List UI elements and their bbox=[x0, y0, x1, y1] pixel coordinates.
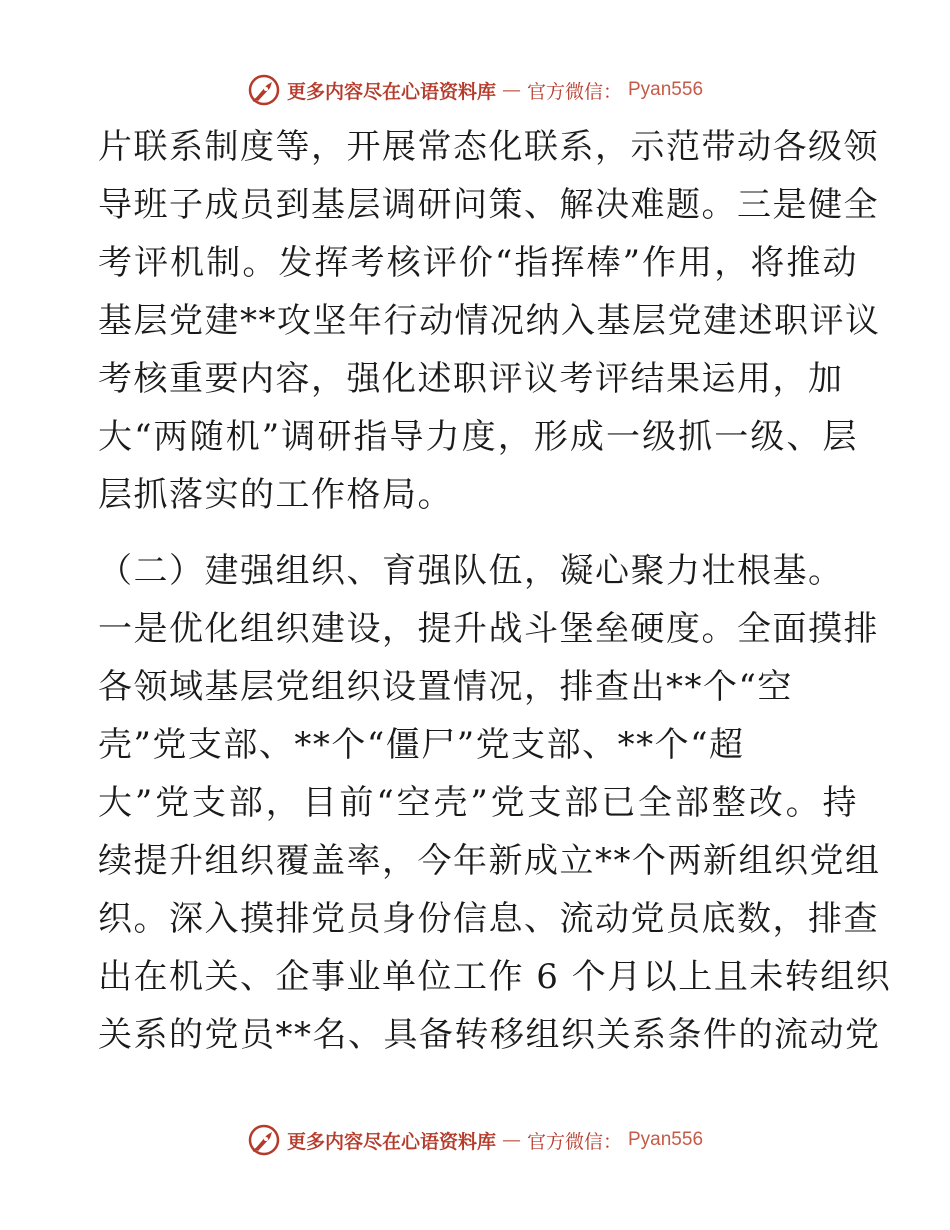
paragraph-1-line-3: 考评机制。发挥考核评价“指挥棒”作用，将推动 bbox=[98, 243, 858, 283]
paragraph-2-line-4: 大”党支部，目前“空壳”党支部已全部整改。持 bbox=[98, 783, 858, 823]
header-watermark bbox=[0, 70, 950, 110]
watermark-separator: — bbox=[501, 1129, 521, 1151]
watermark-contact-label: 官方微信： bbox=[526, 80, 622, 103]
watermark-brand: 更多内容尽在心语资料库 bbox=[286, 80, 496, 103]
watermark-separator: — bbox=[501, 79, 521, 101]
paragraph-2-line-1: 一是优化组织建设，提升战斗堡垒硬度。全面摸排 bbox=[98, 609, 879, 649]
watermark-contact-label: 官方微信： bbox=[526, 1130, 622, 1153]
paragraph-1-line-7: 层抓落实的工作格局。 bbox=[98, 475, 453, 515]
paragraph-1-line-6: 大“两随机”调研指导力度，形成一级抓一级、层 bbox=[98, 417, 858, 457]
paragraph-2-line-5: 续提升组织覆盖率，今年新成立**个两新组织党组 bbox=[98, 841, 881, 881]
watermark-brand: 更多内容尽在心语资料库 bbox=[286, 1130, 496, 1153]
paragraph-2-line-8: 关系的党员**名、具备转移组织关系条件的流动党 bbox=[98, 1015, 881, 1055]
paragraph-1-line-1: 片联系制度等，开展常态化联系，示范带动各级领 bbox=[98, 127, 879, 167]
paragraph-2-line-6: 织。深入摸排党员身份信息、流动党员底数，排查 bbox=[98, 899, 879, 939]
paragraph-2-line-2: 各领域基层党组织设置情况，排查出**个“空 bbox=[98, 667, 793, 707]
pen-nib-logo-icon bbox=[247, 73, 281, 107]
paragraph-1-line-5: 考核重要内容，强化述职评议考评结果运用，加 bbox=[98, 359, 844, 399]
paragraph-gap bbox=[98, 524, 858, 542]
paragraph-2-line-7: 出在机关、企事业单位工作 6 个月以上且未转组织 bbox=[98, 957, 892, 997]
pen-nib-logo-icon bbox=[247, 1123, 281, 1157]
section-heading: （二）建强组织、育强队伍，凝心聚力壮根基。 bbox=[98, 551, 844, 591]
paragraph-1-line-2: 导班子成员到基层调研问策、解决难题。三是健全 bbox=[98, 185, 879, 225]
paragraph-2-line-3: 壳”党支部、**个“僵尸”党支部、**个“超 bbox=[98, 725, 745, 765]
document-body bbox=[98, 118, 892, 1064]
watermark-contact-handle: Pyan556 bbox=[628, 79, 704, 100]
watermark-contact-handle: Pyan556 bbox=[628, 1129, 704, 1150]
footer-watermark bbox=[0, 1120, 950, 1160]
paragraph-1-line-4: 基层党建**攻坚年行动情况纳入基层党建述职评议 bbox=[98, 301, 881, 341]
